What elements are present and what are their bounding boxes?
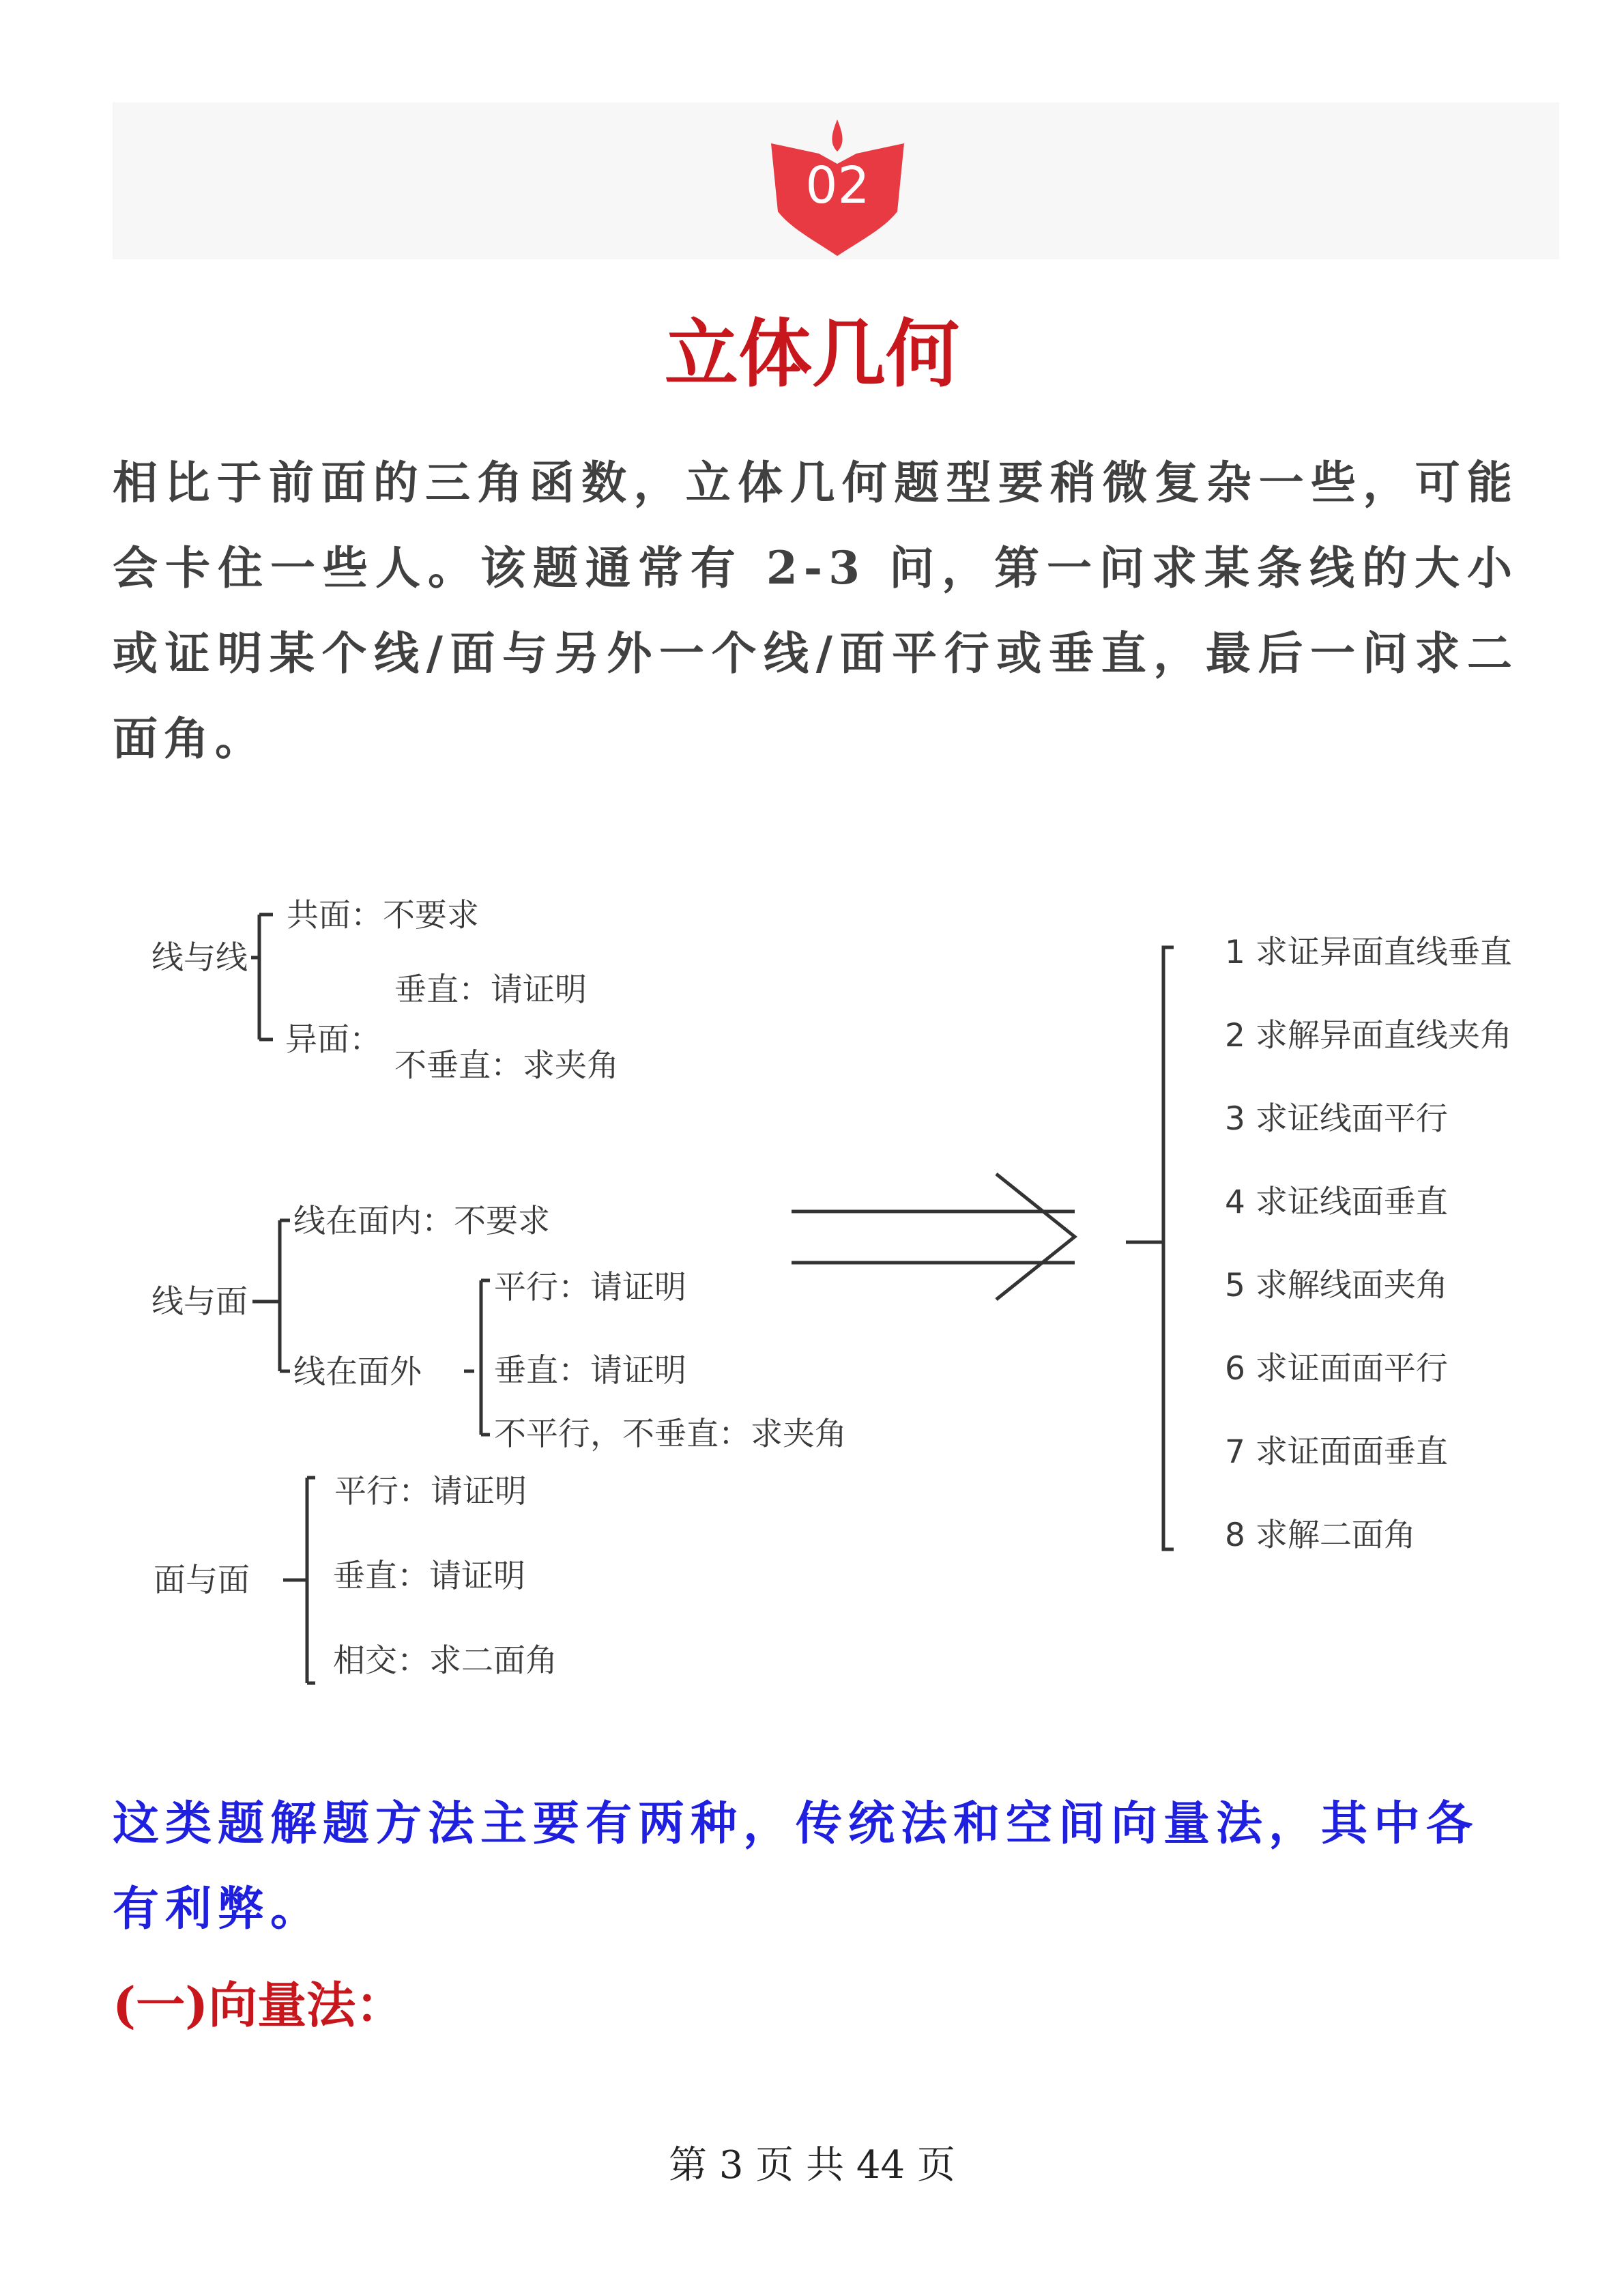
line-line-label: 线与线 (151, 939, 248, 977)
result-item: 2 求解异面直线夹角 (1225, 1017, 1512, 1054)
line-plane-perpendicular: 垂直：请证明 (494, 1352, 686, 1390)
result-item: 5 求解线面夹角 (1225, 1267, 1448, 1304)
plane-plane-parallel: 平行：请证明 (334, 1473, 527, 1510)
section-number: 02 (805, 156, 870, 215)
line-plane-parallel: 平行：请证明 (494, 1269, 686, 1306)
line-plane-other: 不平行，不垂直：求夹角 (494, 1416, 847, 1453)
result-item: 3 求证线面平行 (1225, 1100, 1448, 1138)
classification-diagram (0, 833, 1624, 1720)
line-plane-outside: 线在面外 (293, 1353, 422, 1391)
line-plane-inside: 线在面内：不要求 (293, 1203, 550, 1240)
plane-plane-perpendicular: 垂直：请证明 (333, 1558, 525, 1595)
result-item: 1 求证异面直线垂直 (1225, 934, 1512, 971)
section-heading: (一)向量法： (113, 1976, 405, 2034)
result-item: 8 求解二面角 (1225, 1517, 1416, 1554)
intro-paragraph: 相比于前面的三角函数，立体几何题型要稍微复杂一些，可能会卡住一些人。该题通常有 2-3 问，第一问求某条线的大小或证明某个线/面与另外一个线/面平行或垂直，最后一问求二面角。 (113, 456, 1518, 765)
result-item: 6 求证面面平行 (1225, 1350, 1448, 1388)
page-footer: 第 3 页 共 44 页 (669, 2143, 955, 2187)
result-item: 7 求证面面垂直 (1225, 1433, 1448, 1471)
result-item: 4 求证线面垂直 (1225, 1183, 1448, 1221)
page-title: 立体几何 (664, 311, 959, 397)
line-line-coplanar: 共面：不要求 (287, 897, 479, 934)
line-line-skew: 异面： (285, 1021, 381, 1059)
plane-plane-label: 面与面 (154, 1562, 250, 1599)
plane-plane-intersect: 相交：求二面角 (333, 1642, 557, 1680)
line-line-perpendicular: 垂直：请证明 (394, 971, 587, 1009)
line-plane-label: 线与面 (151, 1283, 248, 1321)
line-line-not-perpendicular: 不垂直：求夹角 (394, 1047, 619, 1085)
method-paragraph: 这类题解题方法主要有两种，传统法和空间向量法，其中各有利弊。 (113, 1796, 1479, 1936)
